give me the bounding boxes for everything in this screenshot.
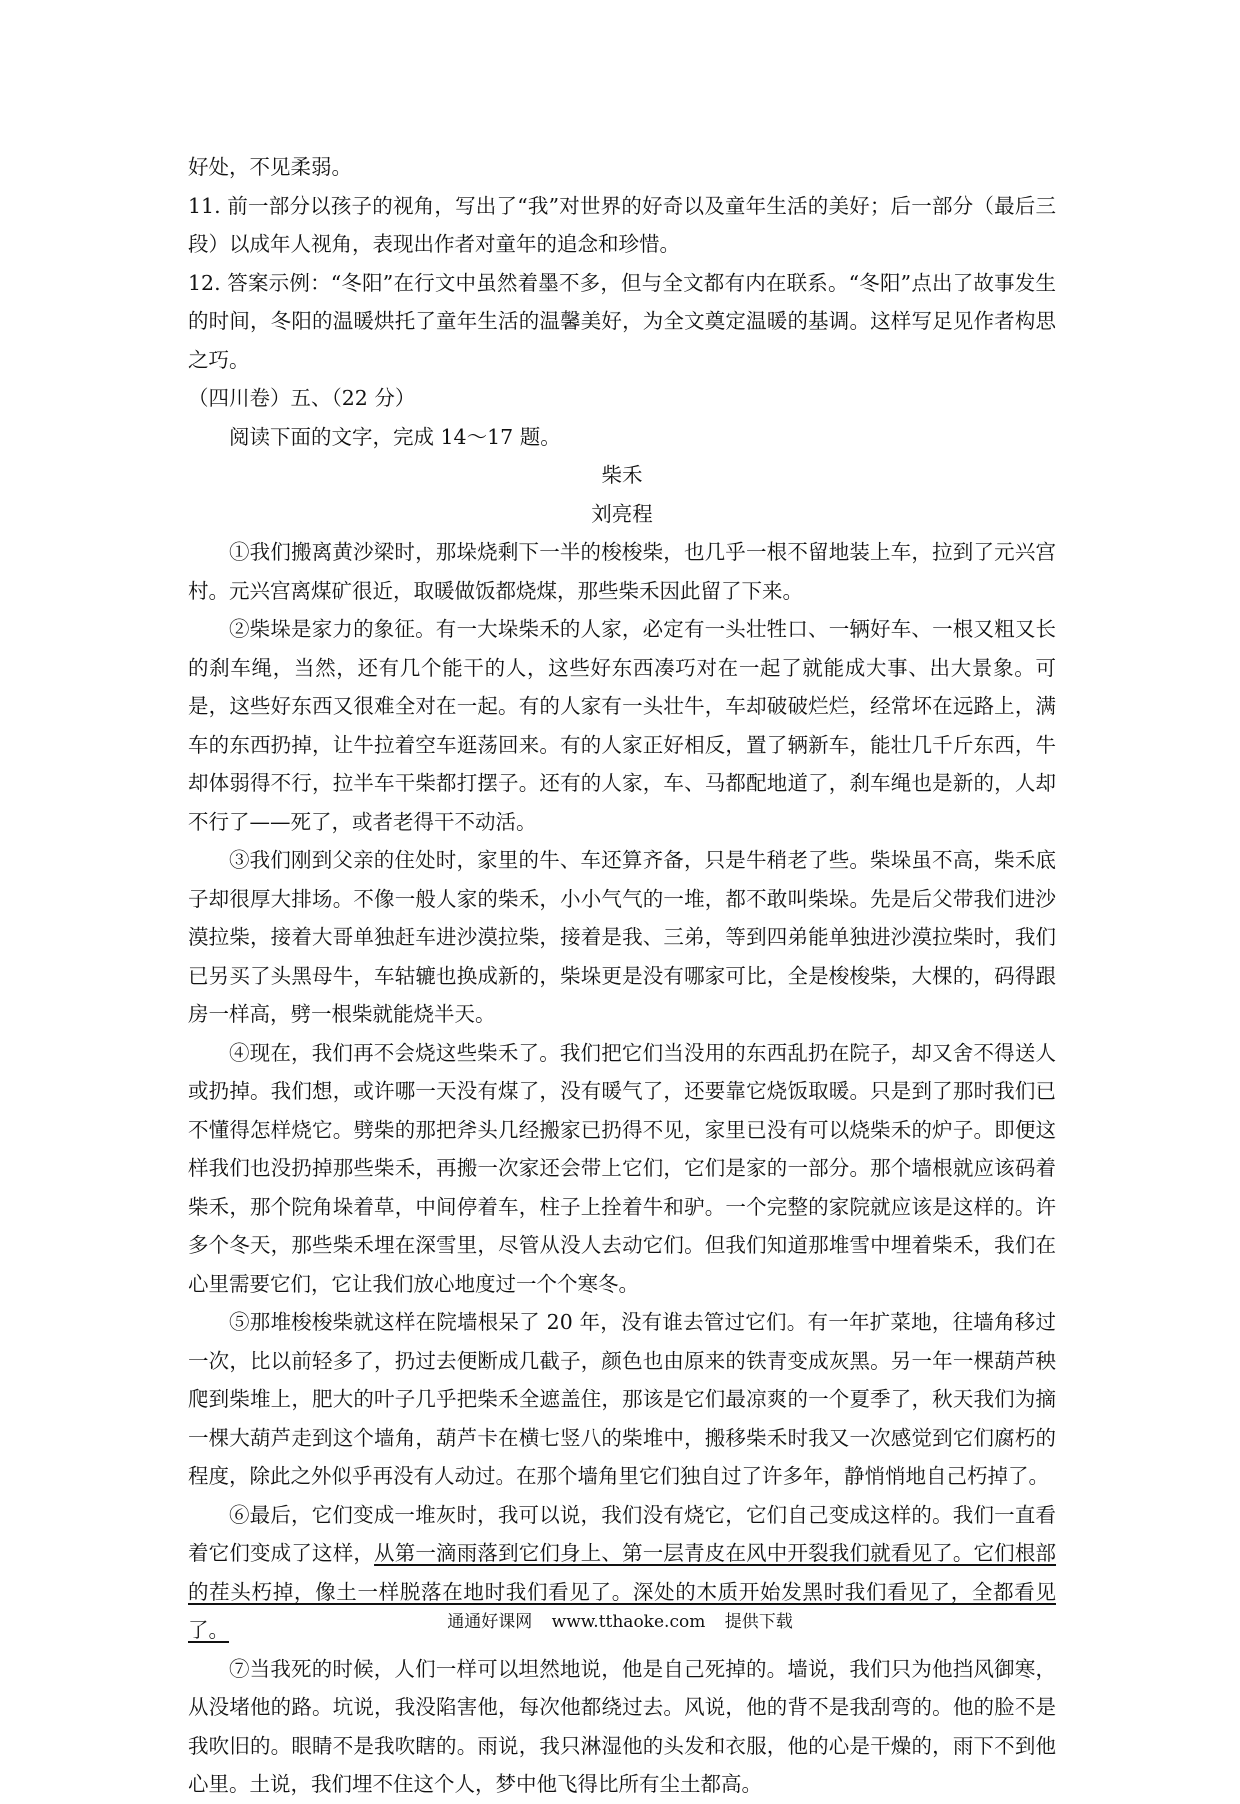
answer-11: 11. 前一部分以孩子的视角，写出了“我”对世界的好奇以及童年生活的美好；后一部分（最后三段）以成年人视角，表现出作者对童年的追念和珍惜。: [188, 193, 1056, 256]
footer-url: www.tthaoke.com: [551, 1612, 706, 1632]
article-paragraph-3: ③我们刚到父亲的住处时，家里的牛、车还算齐备，只是牛稍老了些。柴垛虽不高，柴禾底子却很厚大排场。不像一般人家的柴禾，小小气气的一堆，都不敢叫柴垛。先是后父带我们进沙漠拉柴，接着大哥单独赶车进沙漠拉柴，接着是我、三弟，等到四弟能单独进沙漠拉柴时，我们已另买了头黑母牛，车轱辘也换成新的，柴垛更是没有哪家可比，全是梭梭柴，大棵的，码得跟房一样高，劈一根柴就能烧半天。: [188, 848, 1056, 1026]
section-instruction: 阅读下面的文字，完成 14～17 题。: [229, 424, 561, 449]
article-paragraph-4: ④现在，我们再不会烧这些柴禾了。我们把它们当没用的东西乱扔在院子，却又舍不得送人或扔掉。我们想，或许哪一天没有煤了，没有暖气了，还要靠它烧饭取暖。只是到了那时我们已不懂得怎样烧它。劈柴的那把斧头几经搬家已扔得不见，家里已没有可以烧柴禾的炉子。即便这样我们也没扔掉那些柴禾，再搬一次家还会带上它们，它们是家的一部分。那个墙根就应该码着柴禾，那个院角垛着草，中间停着车，柱子上拴着牛和驴。一个完整的家院就应该是这样的。许多个冬天，那些柴禾埋在深雪里，尽管从没人去动它们。但我们知道那堆雪中埋着柴禾，我们在心里需要它们，它让我们放心地度过一个个寒冬。: [188, 1040, 1056, 1296]
underlined-passage: 从第一滴雨落到它们身上、第一层青皮在风中开裂我们就看见了。它们根部的茬头朽掉，像土一样脱落在地时我们看见了。深处的木质开始发黑时我们看见了，全都看见了。: [188, 1541, 1057, 1642]
answer-12: 12. 答案示例：“冬阳”在行文中虽然着墨不多，但与全文都有内在联系。“冬阳”点出了故事发生的时间，冬阳的温暖烘托了童年生活的温馨美好，为全文奠定温暖的基调。这样写足见作者构思之巧。: [188, 270, 1056, 372]
article-paragraph-7: ⑦当我死的时候，人们一样可以坦然地说，他是自己死掉的。墙说，我们只为他挡风御寒，从没堵他的路。坑说，我没陷害他，每次他都绕过去。风说，他的背不是我刮弯的。他的脸不是我吹旧的。眼睛不是我吹瞎的。雨说，我只淋湿他的头发和衣服，他的心是干燥的，雨下不到他心里。土说，我们埋不住这个人，梦中他飞得比所有尘土都高。: [188, 1656, 1056, 1796]
article-author: 刘亮程: [591, 501, 653, 526]
paragraph-6-text: ⑥最后，它们变成一堆灰时，我可以说，我们没有烧它，它们自己变成这样的。我们一直看着它们变成了这样，: [188, 1502, 1056, 1565]
section-header: （四川卷）五、（22 分）: [188, 386, 416, 410]
article-paragraph-5: ⑤那堆梭梭柴就这样在院墙根呆了 20 年，没有谁去管过它们。有一年扩菜地，往墙角移过一次，比以前轻多了，扔过去便断成几截子，颜色也由原来的铁青变成灰黑。另一年一棵葫芦秧爬到柴堆上，肥大的叶子几乎把柴禾全遮盖住，那该是它们最凉爽的一个夏季了，秋天我们为摘一棵大葫芦走到这个墙角，葫芦卡在横七竖八的柴堆中，搬移柴禾时我又一次感觉到它们腐朽的程度，除此之外似乎再没有人动过。在那个墙角里它们独自过了许多年，静悄悄地自己朽掉了。: [188, 1310, 1056, 1488]
page-footer: [0, 1607, 1240, 1632]
footer-tagline: 提供下载: [724, 1612, 793, 1632]
article-title: 柴禾: [601, 463, 643, 487]
article-paragraph-2: ②柴垛是家力的象征。有一大垛柴禾的人家，必定有一头壮牲口、一辆好车、一根又粗又长的刹车绳，当然，还有几个能干的人，这些好东西凑巧对在一起了就能成大事、出大景象。可是，这些好东西又很难全对在一起。有的人家有一头壮牛，车却破破烂烂，经常坏在远路上，满车的东西扔掉，让牛拉着空车逛荡回来。有的人家正好相反，置了辆新车，能壮几千斤东西，牛却体弱得不行，拉半车干柴都打摆子。还有的人家，车、马都配地道了，刹车绳也是新的，人却不行了——死了，或者老得干不动活。: [188, 617, 1056, 834]
document-content: [188, 148, 1056, 1804]
footer-site-name: 通通好课网: [447, 1612, 533, 1632]
answer-continuation: 好处，不见柔弱。: [188, 155, 352, 179]
article-paragraph-1: ①我们搬离黄沙梁时，那垛烧剩下一半的梭梭柴，也几乎一根不留地装上车，拉到了元兴宫村。元兴宫离煤矿很近，取暖做饭都烧煤，那些柴禾因此留了下来。: [188, 540, 1056, 603]
